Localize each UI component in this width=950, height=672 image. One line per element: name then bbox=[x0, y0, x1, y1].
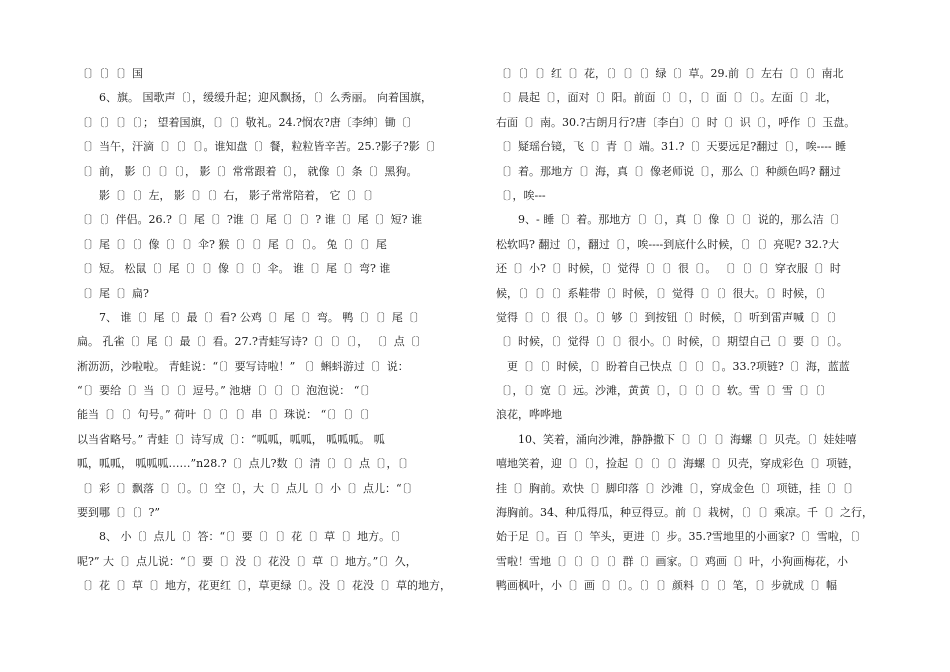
text-line: 以当省略号。” 青蛙〔〕诗写成〔〕：“呱呱，呱呱， 呱呱呱。 呱 bbox=[77, 432, 385, 446]
text-line: 淅沥沥，沙啦啦。 青蛙说：“〔〕要写诗啦！” 〔〕蝌蚪游过〔〕说： bbox=[77, 359, 409, 373]
text-line: 〔〕花〔〕草〔〕地方，花更红〔〕，草更绿〔〕。没〔〕花没〔〕草的地方， bbox=[77, 579, 451, 593]
text-line: 〔〕尾〔〕〔〕像〔〕〔〕伞? 猴〔〕〔〕尾〔〕〔〕。 兔〔〕〔〕尾 bbox=[77, 237, 387, 251]
left-text-column bbox=[77, 62, 473, 599]
text-line: 〔〕着。那地方〔〕海，真〔〕像老师说〔〕，那么〔〕种颜色吗? 翻过 bbox=[496, 164, 841, 178]
text-line: 9、- 睡〔〕着。那地方〔〕〔〕，真〔〕像〔〕〔〕说的，那么洁〔〕 bbox=[496, 213, 846, 227]
text-line: 〔〕尾〔〕扁? bbox=[77, 286, 149, 300]
text-line: 〔〕当午，汗滴〔〕〔〕〔〕。谁知盘〔〕餐，粒粒皆辛苦。25.?影子?影〔〕 bbox=[77, 140, 442, 154]
text-line: 10、笑着，涌向沙滩，静静撒下〔〕〔〕〔〕海螺〔〕贝壳。〔〕娃娃嘻 bbox=[496, 432, 857, 446]
right-text-column bbox=[496, 62, 892, 599]
text-line: 〔〕〔〕伴侣。26.?〔〕尾〔〕?谁〔〕尾〔〕〔〕? 谁〔〕尾〔〕短? 谁 bbox=[77, 213, 423, 227]
text-line: 〔〕前， 影〔〕〔〕〔〕， 影〔〕常常跟着〔〕， 就像〔〕条〔〕黑狗。 bbox=[77, 164, 418, 178]
text-line: 嘻地笑着，迎〔〕〔〕，捡起〔〕〔〕〔〕海螺〔〕贝壳，穿成彩色〔〕项链， bbox=[496, 457, 859, 471]
text-line: 要到哪〔〕〔〕?” bbox=[77, 506, 161, 520]
text-line: 更〔〕〔〕时候，〔〕盼着自己快点〔〕〔〕〔〕。33.?项链?〔〕海，蓝蓝 bbox=[496, 359, 850, 373]
text-line: 还〔〕小?〔〕时候，〔〕觉得〔〕〔〕很〔〕。 〔〕〔〕〔〕穿衣服〔〕时 bbox=[496, 262, 841, 276]
text-line: 〔〕，唉--- bbox=[496, 188, 546, 202]
text-line: 鸭画枫叶，小〔〕画〔〕〔〕。〔〕〔〕颜料〔〕〔〕笔，〔〕步就成〔〕幅 bbox=[496, 579, 837, 593]
text-line: 候，〔〕〔〕〔〕系鞋带〔〕时候，〔〕觉得〔〕〔〕很大。〔〕时候，〔〕 bbox=[496, 286, 832, 300]
text-line: 觉得〔〕〔〕很〔〕。〔〕够〔〕到按钮〔〕时候，〔〕听到雷声喊〔〕〔〕 bbox=[496, 310, 843, 324]
text-line: 扁。 孔雀〔〕尾〔〕最〔〕看。27.?青蛙写诗?〔〕〔〕〔〕， 〔〕点〔〕 bbox=[77, 335, 427, 349]
text-line: 〔〕疑瑶台镜，飞〔〕青〔〕端。31.?〔〕天要远足?翻过〔〕，唉---- 睡 bbox=[496, 140, 847, 154]
text-line: 松软吗? 翻过〔〕，翻过〔〕，唉----到底什么时候，〔〕〔〕亮呢? 32.?大 bbox=[496, 237, 840, 251]
text-line: 6、旗。 国歌声〔〕，缓缓升起；迎风飘扬，〔〕么秀丽。 向着国旗， bbox=[77, 91, 432, 105]
text-line: 〔〕彩〔〕飘落〔〕〔〕。〔〕空〔〕，大〔〕点儿〔〕小〔〕点儿：“〔〕 bbox=[77, 481, 419, 495]
text-line: 海胸前。34、种瓜得瓜，种豆得豆。前〔〕栽树，〔〕〔〕乘凉。千〔〕之行， bbox=[496, 506, 873, 520]
text-line: 能当〔〕〔〕句号。” 荷叶〔〕〔〕〔〕串〔〕珠说： “〔〕〔〕〔〕 bbox=[77, 408, 376, 422]
text-line: 〔〕〔〕〔〕〔〕； 望着国旗，〔〕〔〕敬礼。24.?悯农?唐〔李绅〕锄〔〕 bbox=[77, 115, 418, 129]
text-line: 浪花，哗哗地 bbox=[496, 408, 562, 422]
text-line: 右面〔〕南。30.?古朗月行?唐〔李白〕〔〕时〔〕识〔〕，呼作〔〕玉盘。 bbox=[496, 115, 856, 129]
text-line: 〔〕时候，〔〕觉得〔〕〔〕很小。〔〕时候，〔〕期望自己〔〕要〔〕〔〕。 bbox=[496, 335, 848, 349]
text-line: 〔〕晨起〔〕，面对〔〕阳。前面〔〕〔〕，〔〕面〔〕〔〕。左面〔〕北， bbox=[496, 91, 837, 105]
text-line: 〔〕短。 松鼠〔〕尾〔〕〔〕像〔〕〔〕伞。 谁〔〕尾〔〕弯? 谁 bbox=[77, 262, 391, 276]
text-line: 始于足〔〕。百〔〕竿头，更进〔〕步。35.?雪地里的小画家?〔〕雪啦，〔〕 bbox=[496, 530, 867, 544]
text-line: 〔〕，〔〕宽〔〕远。沙滩，黄黄〔〕，〔〕〔〕〔〕软。雪〔〕雪〔〕〔〕 bbox=[496, 384, 832, 398]
text-line: 8、 小〔〕点儿〔〕答：“〔〕要〔〕〔〕花〔〕草〔〕地方。〔〕 bbox=[77, 530, 407, 544]
text-line: “〔〕要给〔〕当〔〕〔〕逗号。” 池塘〔〕〔〕〔〕泡泡说： “〔〕 bbox=[77, 384, 376, 398]
text-line: 挂〔〕胸前。欢快〔〕脚印落〔〕沙滩〔〕，穿成金色〔〕项链，挂〔〕〔〕 bbox=[496, 481, 859, 495]
text-line: 7、 谁〔〕尾〔〕最〔〕看? 公鸡〔〕尾〔〕弯。 鸭〔〕〔〕尾〔〕 bbox=[77, 310, 425, 324]
text-line: 〔〕〔〕〔〕国 bbox=[77, 67, 143, 80]
text-line: 影〔〕〔〕左， 影〔〕〔〕右， 影子常常陪着， 它〔〕〔〕 bbox=[77, 188, 379, 202]
text-line: 雪啦！雪地〔〕〔〕〔〕〔〕群〔〕画家。〔〕鸡画〔〕叶，小狗画梅花，小 bbox=[496, 554, 848, 568]
text-line: 呱，呱呱， 呱呱呱……”n28.?〔〕点儿?数〔〕清〔〕〔〕点〔〕，〔〕 bbox=[77, 457, 414, 471]
text-line: 〔〕〔〕〔〕红〔〕花，〔〕〔〕〔〕绿〔〕草。29.前〔〕左右〔〕〔〕南北 bbox=[496, 67, 844, 80]
text-line: 呢?” 大〔〕点儿说：“〔〕要〔〕没〔〕花没〔〕草〔〕地方。”〔〕久， bbox=[77, 554, 417, 568]
